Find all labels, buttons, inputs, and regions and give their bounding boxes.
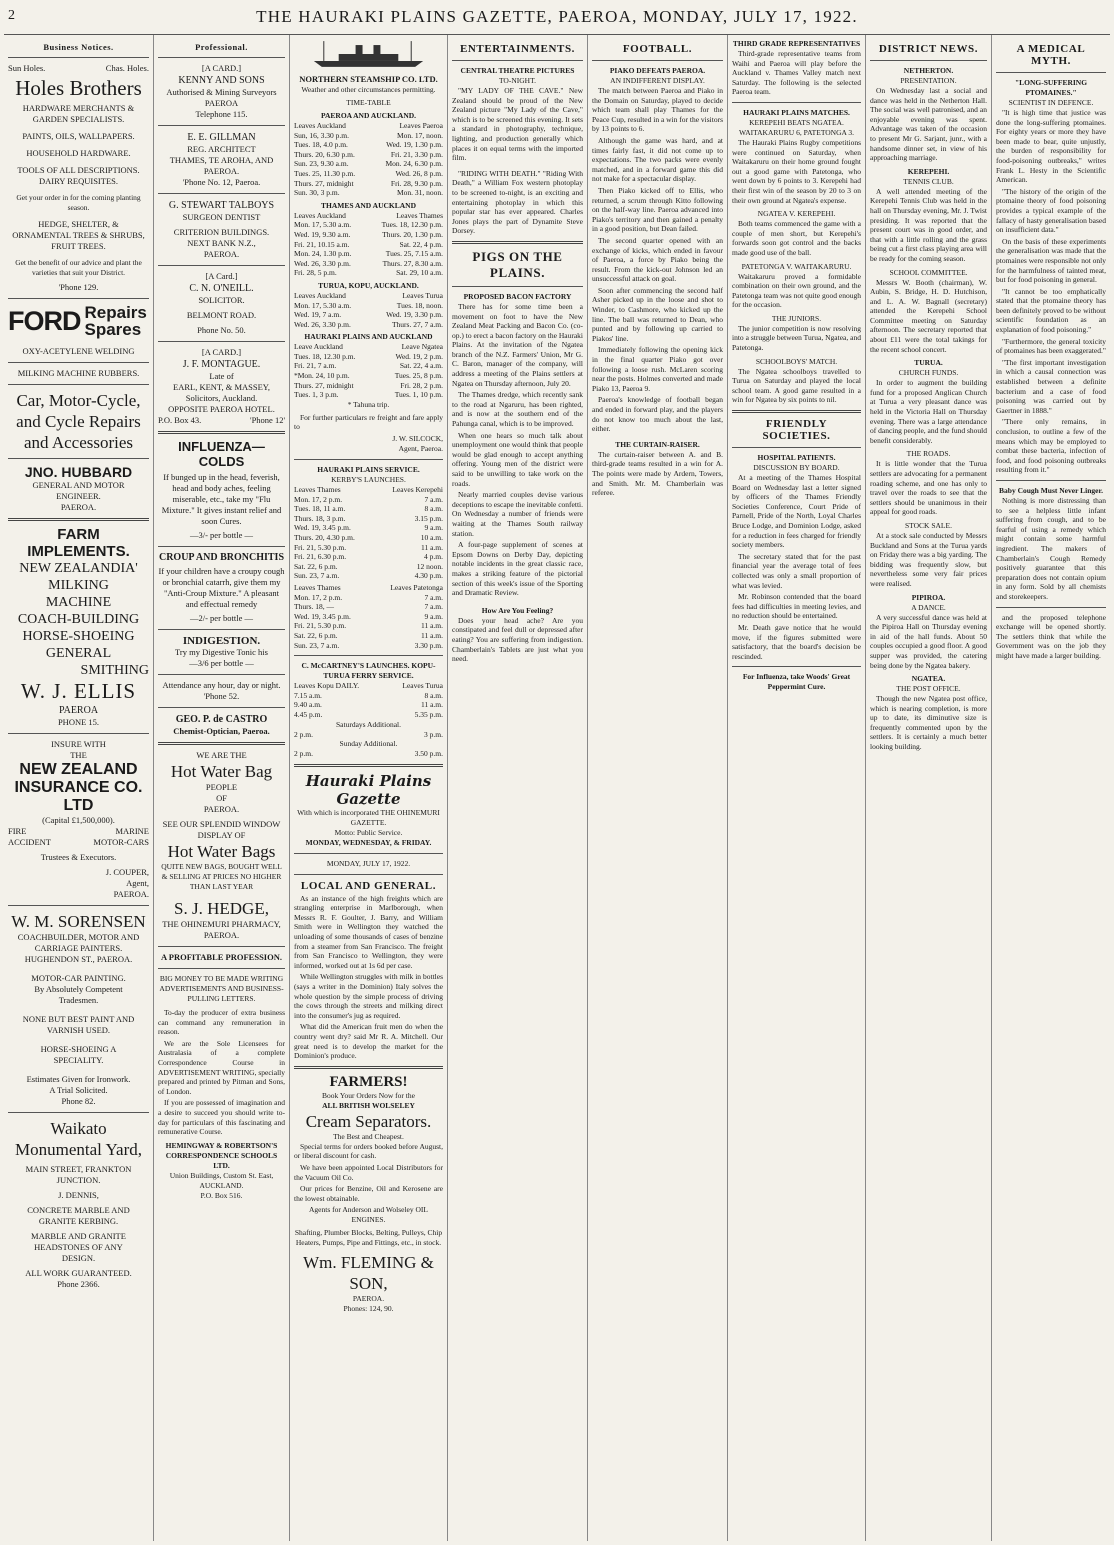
section-heading: DISTRICT NEWS. [878, 43, 979, 55]
timetable-row: 4.45 p.m. 5.35 p.m. [294, 709, 443, 719]
timetable-row: Fri. 21, 10.15 a.m. Sat. 22, 4 p.m. [294, 239, 443, 249]
section-heading: ENTERTAINMENTS. [459, 43, 576, 55]
timetable-row: Sat. 22, 6 p.m. 11 a.m. [294, 630, 443, 640]
timetable-row: Mon. 17, 2 p.m. 7 a.m. [294, 592, 443, 602]
masthead [4, 0, 1110, 35]
card-gillman: E. E. GILLMAN REG. ARCHITECT THAMES, TE AROHA, AND PAEROA. 'Phone No. 12, Paeroa. [169, 132, 274, 187]
profession-title: A PROFITABLE PROFESSION. [161, 952, 282, 962]
timetable-row: Sat. 22, 6 p.m. 12 noon. [294, 561, 443, 571]
sorensen-ad-text: COACHBUILDER, MOTOR AND CARRIAGE PAINTERS. HUGHENDON ST., PAEROA. MOTOR-CAR PAINTING. By Absolutely Competent Tradesmen. NONE BUT BEST PAINT AND VARNISH USED. HORSE-SHOEING A SPECIALITY. Estimates Given for Ironwork. A Trial Solicited. Phone 82. [17, 932, 140, 1106]
timetable-turua [294, 301, 443, 330]
timetable-row: Thurs. 20, 6.30 p.m. Fri. 21, 3.30 p.m. [294, 149, 443, 159]
holes-tags: Sun Holes. Chas. Holes. [8, 63, 149, 73]
timetable-row: Sun. 23, 7 a.m. 3.30 p.m. [294, 640, 443, 650]
column-professional: Professional. [A CARD.] KENNY AND SONS Authorised & Mining Surveyors PAEROA Telephone 115. E. E. GILLMAN REG. ARCHITECT THAMES, TE AROHA, AND PAEROA. 'Phone No. 12, Paeroa. G. STEWART TALBOYS SURGEON DENTIST CRITERION BUILDINGS. NEXT BANK N.Z., PAEROA. [A Card.] C. N. O'NEILL. SOLICITOR. BELMONT ROAD. Phone No. 50. [A CARD.] J. F. MONTAGUE. Late of EARL, KENT, & MASSEY, Solicitors, Auckland. OPPOSITE PAEROA HOTEL. P.O. Box 43. 'Phone 12' INFLUENZA—COLDS If bunged up in the head, feverish, head and body aches, feeling miserable, etc., take my "Flu Mixture." It gives instant relief and soon Cures. —3/- per bottle — CROUP AND BRONCHITIS If your children have a croupy cough or bronchial catarrh, give them my "Anti-Croup Mixture." A pleasant and effectual remedy —2/- per bottle — INDIGESTION. Try my Digestive Tonic his —3/6 per bottle — Attendance any hour, day or night. 'Phone 52. GEO. P. de CASTRO Chemist-Optician, Paeroa. WE ARE THE Hot Water Bag PEOPLE OF PAEROA. SEE OUR SPLENDID WINDOW DISPLAY OF Hot Water Bags QUITE NEW BAGS, BOUGHT WELL & SELLING AT PRICES NO HIGHER THAN LAST YEAR S. J. HEDGE, THE OHINEMURI PHARMACY, PAEROA. A PROFITABLE PROFESSION. BIG MONEY TO BE MADE WRITING ADVERTISEMENTS AND BUSINESS-PULLING LETTERS. To-day the producer of extra business can command any remuneration in reason. We are the Sole Licensees for Australasia of a complete Correspondence Course in ADVERTISEMENT WRITING, specially prepared and printed by Pitman and Sons, of London. If you are possessed of imagination and a desire to succeed you should write to-day for particulars of this fascinating and remunerative Course. HEMINGWAY & ROBERTSON'S CORRESPONDENCE SCHOOLS LTD. Union Buildings, Custom St. East, AUCKLAND. P.O. Box 516. [154, 35, 290, 1541]
croup-title: CROUP AND BRONCHITIS [158, 552, 285, 563]
column-entertainments: ENTERTAINMENTS. CENTRAL THEATRE PICTURES TO-NIGHT. "MY LADY OF THE CAVE." New Zealand should be proud of the New Zealand picture "My Lady of the Cave," which is to be screened this evening. It sets a standard in photography, technique, lighting, and production generally which places it on equal terms with the imported film. "RIDING WITH DEATH." "Riding With Death," a William Fox western photoplay to be screened to-night, is an exciting and entertaining photoplay in which this popular star has ever appeared. Charles Jones plays the part of Dynamite Steve Dorsey. PIGS ON THE PLAINS. PROPOSED BACON FACTORY There has for some time been a movement on foot to have the New Zealand Meat Packing and Bacon Co. (co-op.) to erect a bacon factory on the Hauraki Plains. At the invitation of the Ngatea branch of the N.Z. Farmers' Union, Mr G. C. Baron, manager of the company, will address a meeting of the Plains settlers at Ngatea on Thursday afternoon, July 20. The Thames dredge, which recently sank to the road at Ngaruru, has been righted, and is now at the southern end of the Pahunga canal, which is to be improved. When one hears so much talk about unemployment one would think that people would be glad enough to accept anything offering. Young men of the district were said to be unwilling to take work on the roads. Nearly married couples devise various deceptions to escape the inevitable confetti. On Wednesday a number of friends were waiting at the Thames South railway station. A four-page supplement of scenes at Epsom Downs on Derby Day, depicting notable incidents in the great classic race, makes a striking feature of the pictorial section of this week's issue of the Sporting and Dramatic Review. How Are You Feeling? Does your head ache? Are you constipated and feel dull or depressed after eating? You are suffering from indigestion. Chamberlain's Tablets are just what you need. [448, 35, 588, 1541]
section-heading: FOOTBALL. [622, 43, 693, 55]
column-sports-societies: THIRD GRADE REPRESENTATIVES Third-grade representative teams from Waihi and Paeroa will play before the Auckland v. Thames Valley match next Saturday. The following is the selected Paeroa team. HAURAKI PLAINS MATCHES. KEREPEHI BEATS NGATEA. WAITAKARURU 6, PATETONGA 3. The Hauraki Plains Rugby competitions were continued on Saturday, when Waitakaruru on their home ground fought out a good game with Patetonga, who went down by 6 points to 3. Kerepehi had their first win of the season by 20 to 3 on their own ground at Ngatea's expense. NGATEA V. KEREPEHI. Both teams commenced the game with a couple of men short, but Kerepehi's forwards soon got control and the backs made good use of the ball. PATETONGA V. WAITAKARURU. Waitakaruru proved a formidable combination on their own ground, and the Patetonga team was not quite good enough for the occasion. THE JUNIORS. The junior competition is now resolving into a struggle between Turua, Ngatea, and Patetonga. SCHOOLBOYS' MATCH. The Ngatea schoolboys travelled to Turua on Saturday and played the local school team. A good game resulted in a win for Ngatea by six points to nil. FRIENDLY SOCIETIES. HOSPITAL PATIENTS. DISCUSSION BY BOARD. At a meeting of the Thames Hospital Board on Wednesday last a letter signed by officers of the Thames Friendly Societies Conference, Court Pride of Parnell, Pride of the North, Loyal Charles Bruce Lodge, and Dominion Lodge, asked for a reduction in fees charged for friendly society members. The secretary stated that for the past financial year the average total of fees collected was only a small proportion of what was levied. Mr. Robinson contended that the board fees had difficulties in meeting levies, and no reduction should be entertained. Mr. Death gave notice that he would move, if the figures submitted were satisfactory, that the board's decision be rescinded. For Influenza, take Woods' Great Peppermint Cure. [728, 35, 866, 1541]
timetable-row: Wed. 26, 3.30 p.m. Thurs. 27, 7 a.m. [294, 319, 443, 329]
timetable-kerby-patetonga [294, 593, 443, 651]
timetable-row: Sun. 30, 3 p.m. Mon. 31, noon. [294, 188, 443, 198]
sorensen-name: W. M. SORENSEN [11, 912, 146, 931]
steamship-title: NORTHERN STEAMSHIP CO. LTD. [299, 74, 438, 84]
timetable-row: Fri. 21, 6.30 p.m. 4 p.m. [294, 552, 443, 562]
column-business-notices: Business Notices. Sun Holes. Chas. Holes. Holes Brothers HARDWARE MERCHANTS & GARDEN SPECIALISTS. PAINTS, OILS, WALLPAPERS. HOUSEHOLD HARDWARE. TOOLS OF ALL DESCRIPTIONS. DAIRY REQUISITES. Get your order in for the coming planting season. HEDGE, SHELTER, & ORNAMENTAL TREES & SHRUBS, FRUIT TREES. Get the benefit of our advice and plant the varieties that suit your District. 'Phone 129. FORD Repairs Spares OXY-ACETYLENE WELDING MILKING MACHINE RUBBERS. Car, Motor-Cycle, and Cycle Repairs and Accessories JNO. HUBBARD GENERAL AND MOTOR ENGINEER. PAEROA. FARM IMPLEMENTS. NEW ZEALANDIA' MILKING MACHINE COACH-BUILDING HORSE-SHOEING GENERAL SMITHING W. J. ELLIS PAEROA PHONE 15. INSURE WITH THE NEW ZEALAND INSURANCE CO. LTD (Capital £1,500,000). FIRE MARINE ACCIDENT MOTOR-CARS Trustees & Executors. J. COUPER, Agent, PAEROA. W. M. SORENSEN COACHBUILDER, MOTOR AND CARRIAGE PAINTERS. HUGHENDON ST., PAEROA. MOTOR-CAR PAINTING. By Absolutely Competent Tradesmen. NONE BUT BEST PAINT AND VARNISH USED. HORSE-SHOEING A SPECIALITY. Estimates Given for Ironwork. A Trial Solicited. Phone 82. Waikato Monumental Yard, MAIN STREET, FRANKTON JUNCTION. J. DENNIS, CONCRETE MARBLE AND GRANITE KERBING. MARBLE AND GRANITE HEADSTONES OF ANY DESIGN. ALL WORK GUARANTEED. Phone 2366. [4, 35, 154, 1541]
farm-lines: NEW ZEALANDIA' MILKING MACHINE COACH-BUILDING HORSE-SHOEING GENERAL SMITHING [17, 561, 149, 678]
timetable-row: Wed. 19, 3.45 p.m. 9 a.m. [294, 523, 443, 533]
timetable-row: 2 p.m. 3 p.m. [294, 729, 443, 739]
hedge-name: S. J. HEDGE, [174, 899, 269, 918]
nz-insurance-name: NEW ZEALAND INSURANCE CO. LTD [14, 761, 143, 814]
decastro-ad: GEO. P. de CASTRO Chemist-Optician, Paeroa. [173, 714, 270, 736]
timetable-row: Wed. 19, 7 a.m. Wed. 19, 3.30 p.m. [294, 310, 443, 320]
timetable-row: Fri. 21, 5.30 p.m. 11 a.m. [294, 621, 443, 631]
timetable-row: Wed. 19, 3.45 p.m. 9 a.m. [294, 611, 443, 621]
fleming-name: Wm. FLEMING & SON, [303, 1253, 434, 1294]
timetable-row: Thurs. 27, midnight Fri. 28, 2 p.m. [294, 380, 443, 390]
card-montague: [A CARD.] J. F. MONTAGUE. Late of EARL, KENT, & MASSEY, Solicitors, Auckland. OPPOSITE PAEROA HOTEL. P.O. Box 43. 'Phone 12' [158, 347, 285, 425]
farm-title: FARM IMPLEMENTS. [27, 526, 130, 560]
timetable-row: Fri. 21, 7 a.m. Sat. 22, 4 a.m. [294, 361, 443, 371]
timetable-row: Thurs. 27, midnight Fri. 28, 9.30 p.m. [294, 178, 443, 188]
column-medical-myth: A MEDICAL MYTH. "LONG-SUFFERING PTOMAINES." SCIENTIST IN DEFENCE. "It is high time that justice was done the long-suffering ptomaines. For eighty years or more they have been made to bear, quite unjustly, the burden of responsibility for food-poisoning outbreaks," writes Frank L. Hesty in the Scientific American. "The history of the origin of the ptomaine theory of food poisoning provides a typical example of the fallacy of hasty generalisation based on insufficient data." On the basis of these experiments the generalisation was made that the ptomaines were responsible not only for the harmfulness of tainted meat, but for food poisoning in general. "It cannot be too emphatically stated that the ptomaine theory has been definitely proved to be without scientific foundation as an explanation of food poisoning." "Furthermore, the general toxicity of ptomaines has been exaggerated." "The first important investigation in which a causal connection was established between a definite bacterium and a case of food poisoning was carried out by Gaertner in 1888." "There only remains, in conclusion, to outline a few of the means which may be employed to combat these bacteria, infection of food, and food poisoning outbreaks resulting from it." Baby Cough Must Never Linger. Nothing is more distressing than to see a helpless little infant suffering from cough, and to be fearful of using a remedy which might contain some harmful ingredient. The makers of Chamberlain's Cough Remedy positively guarantee that this preparation does not contain opium in any form. Sold by all chemists and storekeepers. and the proposed telephone exchange will be opened shortly. The settlers think that while the Government was on the job they might have made a larger building. [996, 43, 1106, 660]
timetable-row: Tues. 25, 11.30 p.m. Wed. 26, 8 p.m. [294, 168, 443, 178]
page-number: 2 [8, 8, 17, 23]
ford-logo: FORD [8, 305, 81, 336]
columns [4, 35, 1110, 1541]
indigestion-title: INDIGESTION. [182, 635, 261, 647]
car-repairs-ad: Car, Motor-Cycle, and Cycle Repairs and Accessories [16, 391, 141, 452]
timetable-row: 7.15 a.m. 8 a.m. [294, 690, 443, 700]
local-general-title: LOCAL AND GENERAL. [300, 879, 437, 892]
timetable-row: Fri. 21, 5.30 p.m. 11 a.m. [294, 542, 443, 552]
section-heading: Professional. [195, 42, 248, 52]
timetable-row: Sun. 23, 9.30 a.m. Mon. 24, 6.30 p.m. [294, 159, 443, 169]
timetable-row: Tues. 18, 12.30 p.m. Wed. 19, 2 p.m. [294, 351, 443, 361]
timetable-row: Wed. 26, 3.30 p.m. Thurs. 27, 8.30 a.m. [294, 258, 443, 268]
timetable-kerby [294, 495, 443, 581]
timetable-row: Tues. 18, 4.0 p.m. Wed. 19, 1.30 p.m. [294, 140, 443, 150]
timetable-row: Fri. 28, 5 p.m. Sat. 29, 10 a.m. [294, 268, 443, 278]
timetable-row: Sun. 23, 7 a.m. 4.30 p.m. [294, 571, 443, 581]
timetable-row: 9.40 a.m. 11 a.m. [294, 700, 443, 710]
peppermint-cure-ad: For Influenza, take Woods' Great Peppermint Cure. [742, 672, 851, 692]
timetable-row: Thurs. 20, 4.30 p.m. 10 a.m. [294, 533, 443, 542]
timetable-mccartney [294, 691, 443, 720]
holes-name: Holes Brothers [15, 76, 142, 100]
timetable-paeroa [294, 131, 443, 198]
influenza-title: INFLUENZA—COLDS [178, 439, 265, 469]
ford-ad: FORD Repairs Spares [8, 303, 147, 339]
section-heading: Business Notices. [43, 42, 114, 52]
card-talboys: G. STEWART TALBOYS SURGEON DENTIST CRITERION BUILDINGS. NEXT BANK N.Z., PAEROA. [168, 200, 275, 259]
timetable-row: *Mon. 24, 10 p.m. Tues. 25, 8 p.m. [294, 371, 443, 381]
timetable-row: Tues. 18, 11 a.m. 8 a.m. [294, 504, 443, 514]
timetable-row: Mon. 24, 1.30 p.m. Tues. 25, 7.15 a.m. [294, 249, 443, 259]
timetable-thames [294, 220, 443, 278]
farmers-heading: FARMERS! [329, 1073, 408, 1090]
masthead-title: THE HAURAKI PLAINS GAZETTE, PAEROA, MONDAY, JULY 17, 1922. [256, 7, 858, 26]
timetable-row: Thurs. 18, 3 p.m. 3.15 p.m. [294, 513, 443, 523]
column-shipping-and-local: NORTHERN STEAMSHIP CO. LTD. Weather and other circumstances permitting. TIME-TABLE PAEROA AND AUCKLAND. Leaves Auckland Leaves Paeroa Sun, 16, 3.30 p.m. Mon. 17, noon. Tues. 18, 4.0 p.m. Wed. 19, 1.30 p.m. Thurs. 20, 6.30 p.m. Fri. 21, 3.30 p.m. Sun. 23, 9.30 a.m. Mon. 24, 6.30 p.m. Tues. 25, 11.30 p.m. Wed. 26, 8 p.m. Thurs. 27, midnight Fri. 28, 9.30 p.m. Sun. 30, 3 p.m. Mon. 31, noon. THAMES AND AUCKLAND Leaves Auckland Leaves Thames Mon. 17, 5.30 a.m. Tues. 18, 12.30 p.m. Wed. 19, 9.30 a.m. Thurs. 20, 1.30 p.m. Fri. 21, 10.15 a.m. Sat. 22, 4 p.m. Mon. 24, 1.30 p.m. Tues. 25, 7.15 a.m. Wed. 26, 3.30 p.m. Thurs. 27, 8.30 a.m. Fri. 28, 5 p.m. Sat. 29, 10 a.m. TURUA, KOPU, AUCKLAND. Leaves Auckland Leaves Turua Mon. 17, 5.30 a.m. Tues. 18, noon. Wed. 19, 7 a.m. Wed. 19, 3.30 p.m. Wed. 26, 3.30 p.m. Thurs. 27, 7 a.m. HAURAKI PLAINS AND AUCKLAND Leave Auckland Leave Ngatea Tues. 18, 12.30 p.m. Wed. 19, 2 p.m. Fri. 21, 7 a.m. Sat. 22, 4 a.m. *Mon. 24, 10 p.m. Tues. 25, 8 p.m. Thurs. 27, midnight Fri. 28, 2 p.m. Tues. 1, 3 p.m. Tues. 1, 10 p.m. * Tahuna trip. For further particulars re freight and fare apply to J. W. SILCOCK, Agent, Paeroa. HAURAKI PLAINS SERVICE. KERBY'S LAUNCHES. Leaves Thames Leaves Kerepehi Mon. 17, 2 p.m. 7 a.m. Tues. 18, 11 a.m. 8 a.m. Thurs. 18, 3 p.m. 3.15 p.m. Wed. 19, 3.45 p.m. 9 a.m. Thurs. 20, 4.30 p.m. 10 a.m. Fri. 21, 5.30 p.m. 11 a.m. Fri. 21, 6.30 p.m. 4 p.m. Sat. 22, 6 p.m. 12 noon. Sun. 23, 7 a.m. 4.30 p.m. Leaves Thames Leaves Patetonga Mon. 17, 2 p.m. 7 a.m. Thurs. 18, — 7 a.m. Wed. 19, 3.45 p.m. 9 a.m. Fri. 21, 5.30 p.m. 11 a.m. Sat. 22, 6 p.m. 11 a.m. Sun. 23, 7 a.m. 3.30 p.m. C. McCARTNEY'S LAUNCHES. KOPU-TURUA FERRY SERVICE. Leaves Kopu DAILY. Leaves Turua 7.15 a.m. 8 a.m. 9.40 a.m. 11 a.m. 4.45 p.m. 5.35 p.m. Saturdays Additional. 2 p.m. 3 p.m. Sunday Additional. 2 p.m. 3.50 p.m. Hauraki Plains Gazette With which is incorporated THE OHINEMURI GAZETTE. Motto: Public Service. MONDAY, WEDNESDAY, & FRIDAY. MONDAY, JULY 17, 1922. LOCAL AND GENERAL. As an instance of the high freights which are strangling enterprise in Marlborough, when Messrs R. F. Goulter, J. Barry, and William Smith were in Wellington they watched the unloading of some thousands of cases of benzine from a steamer from San Francisco. The freight from San Francisco to Wellington, they were informed, worked out at 1s 6d per case. While Wellington struggles with milk in bottles (says a writer in the Dominion) Italy solves the whole question by the simple process of driving the cows through the streets and milking direct into the consumer's jug as required. What did the American fruit men do when the country went dry? said Mr R. A. Mitchell. Our great need is to develop the market for the Dominion's produce. FARMERS! Book Your Orders Now for the ALL BRITISH WOLSELEY Cream Separators. The Best and Cheapest. Special terms for orders booked before August, or liberal discount for cash. We have been appointed Local Distributors for the Vacuum Oil Co. Our prices for Benzine, Oil and Kerosene are the lowest obtainable. Agents for Anderson and Wolseley OIL ENGINES. Shafting, Plumber Blocks, Belting, Pulleys, Chip Heaters, Pumps, Pipe and Fittings, etc., in stock. Wm. FLEMING & SON, PAEROA. Phones: 124, 90. [290, 35, 448, 1541]
friendly-societies-title: FRIENDLY SOCIETIES. [762, 418, 831, 443]
card-oneill: [A Card.] C. N. O'NEILL. SOLICITOR. BELMONT ROAD. Phone No. 50. [186, 271, 257, 335]
hubbard-name: JNO. HUBBARD [24, 464, 133, 480]
timetable-row: Wed. 19, 9.30 a.m. Thurs. 20, 1.30 p.m. [294, 229, 443, 239]
column-football: FOOTBALL. PIAKO DEFEATS PAEROA. AN INDIFFERENT DISPLAY. The match between Paeroa and Piako in the Domain on Saturday, played to decide which team shall play Thames for the Peace Cup, resulted in a win for the visitors by 13 points to 6. Although the game was hard, and at times fairly fast, it did not come up to expectations. The two packs were evenly matched, and in a forward game this did not make for a spectacular display. Then Piako kicked off to Ellis, who returned, a scrum through Kitto following on the half-way line. Paeroa advanced into Piako's territory and then gained a penalty in a good position, but Dean failed. The second quarter opened with an exchange of kicks, which ended in favour of Paeroa, a force by Piako being the result. From the kick-out Johnson led an unsuccessful attack on goal. Soon after commencing the second half Asher picked up in the loose and shot to Winder, to Cashmore, who kicked up the line. The ball was returned to Dean, who punted and by following up carried to Piakos' line. Immediately following the opening kick in the final quarter Piako got over following a loose rush. McLaren scoring near the posts. Holmes converted and made Piako 13, Paeroa 9. Paeroa's knowledge of football began and ended in forward play, and the players do not know too much about the last, either. THE CURTAIN-RAISER. The curtain-raiser between A. and B. third-grade teams resulted in a win for A. The points were made by Ardern, Towers, and Smith. Mr. M. Chamberlain was referee. [588, 35, 728, 1541]
issue-date: MONDAY, JULY 17, 1922. [326, 858, 411, 868]
section-heading: A MEDICAL MYTH. [1016, 43, 1086, 67]
timetable-row: 2 p.m. 3.50 p.m. [294, 749, 443, 759]
gazette-title: Hauraki Plains Gazette [305, 771, 432, 808]
ellis-name: W. J. ELLIS [20, 679, 137, 703]
timetable-row: Mon. 17, 5.30 a.m. Tues. 18, 12.30 p.m. [294, 220, 443, 230]
column-district-news: DISTRICT NEWS. NETHERTON. PRESENTATION. On Wednesday last a social and dance was held in the Netherton Hall. The social was well patronised, and an enjoyable evening was spent. Advantage was taken of the occasion to present Mr G. Sarjant, junr., with a handsome dinner set, in view of his approaching marriage. KEREPEHI. TENNIS CLUB. A well attended meeting of the Kerepehi Tennis Club was held in the hall on Thursday evening, Mr. J. Twist presiding. It was reported that the present court was in good order, and that with a little rolling and the grass being cut a first class playing area will be ready for the coming season. SCHOOL COMMITTEE. Messrs W. Booth (chairman), W. Aubin, S. Bridge, H. D. Hutchison, and L. A. W. Bagnall (secretary) attended the Kerepehi School Committee meeting on Saturday afternoon. The secretary reported that about £11 were the total takings for the recent school concert. TURUA. CHURCH FUNDS. In order to augment the building fund for a proposed Anglican Church at Turua a very pleasant dance was held in the Victoria Hall on Thursday evening. There was a large attendance of dancing people, and the fund should benefit considerably. THE ROADS. It is little wonder that the Turua settlers are advocating for a permanent roading scheme, and one has only to travel over the roads to see that the settlers should be unanimous in their appeal for good roads. STOCK SALE. At a stock sale conducted by Messrs Buckland and Sons at the Turua yards on Friday there was a big yarding. The bidding was frequently slow, but nevertheless some very fair prices were realised. PIPIROA. A DANCE. A very successful dance was held at the Pipiroa Hall on Thursday evening in aid of the hall funds. About 50 couples occupied a good floor. A good supper was provided, the catering being done by the Ngatea bakery. NGATEA. THE POST OFFICE. Though the new Ngatea post office, which is nearing completion, is more up to date, its diminutive size is frequently commented upon by the settlers. It is certainly a much better looking building. [866, 35, 992, 1541]
timetable-row: Mon. 17, 2 p.m. 7 a.m. [294, 494, 443, 504]
timetable-row: Mon. 17, 5.30 a.m. Tues. 18, noon. [294, 300, 443, 310]
waikato-name: Waikato Monumental Yard, [14, 1119, 143, 1159]
timetable-row: Thurs. 18, — 7 a.m. [294, 602, 443, 612]
timetable-row: Tues. 1, 3 p.m. Tues. 1, 10 p.m. [294, 390, 443, 400]
holes-ad-text: HARDWARE MERCHANTS & GARDEN SPECIALISTS. PAINTS, OILS, WALLPAPERS. HOUSEHOLD HARDWARE. TOOLS OF ALL DESCRIPTIONS. DAIRY REQUISITES. Get your order in for the coming planting season. HEDGE, SHELTER, & ORNAMENTAL TREES & SHRUBS, FRUIT TREES. Get the benefit of our advice and plant the varieties that suit your District. 'Phone 129. [12, 103, 145, 292]
timetable-row: Sun, 16, 3.30 p.m. Mon. 17, noon. [294, 130, 443, 140]
card-kenny: [A CARD.] KENNY AND SONS Authorised & Mining Surveyors PAEROA Telephone 115. [166, 63, 277, 119]
timetable-hauraki [294, 352, 443, 400]
hot-water-bag-ad: WE ARE THE Hot Water Bag PEOPLE OF PAEROA. SEE OUR SPLENDID WINDOW DISPLAY OF Hot Water Bags QUITE NEW BAGS, BOUGHT WELL & SELLING AT PRICES NO HIGHER THAN LAST YEAR [161, 750, 282, 891]
pigs-title: PIGS ON THE PLAINS. [472, 248, 563, 280]
steamship-icon [294, 39, 443, 69]
